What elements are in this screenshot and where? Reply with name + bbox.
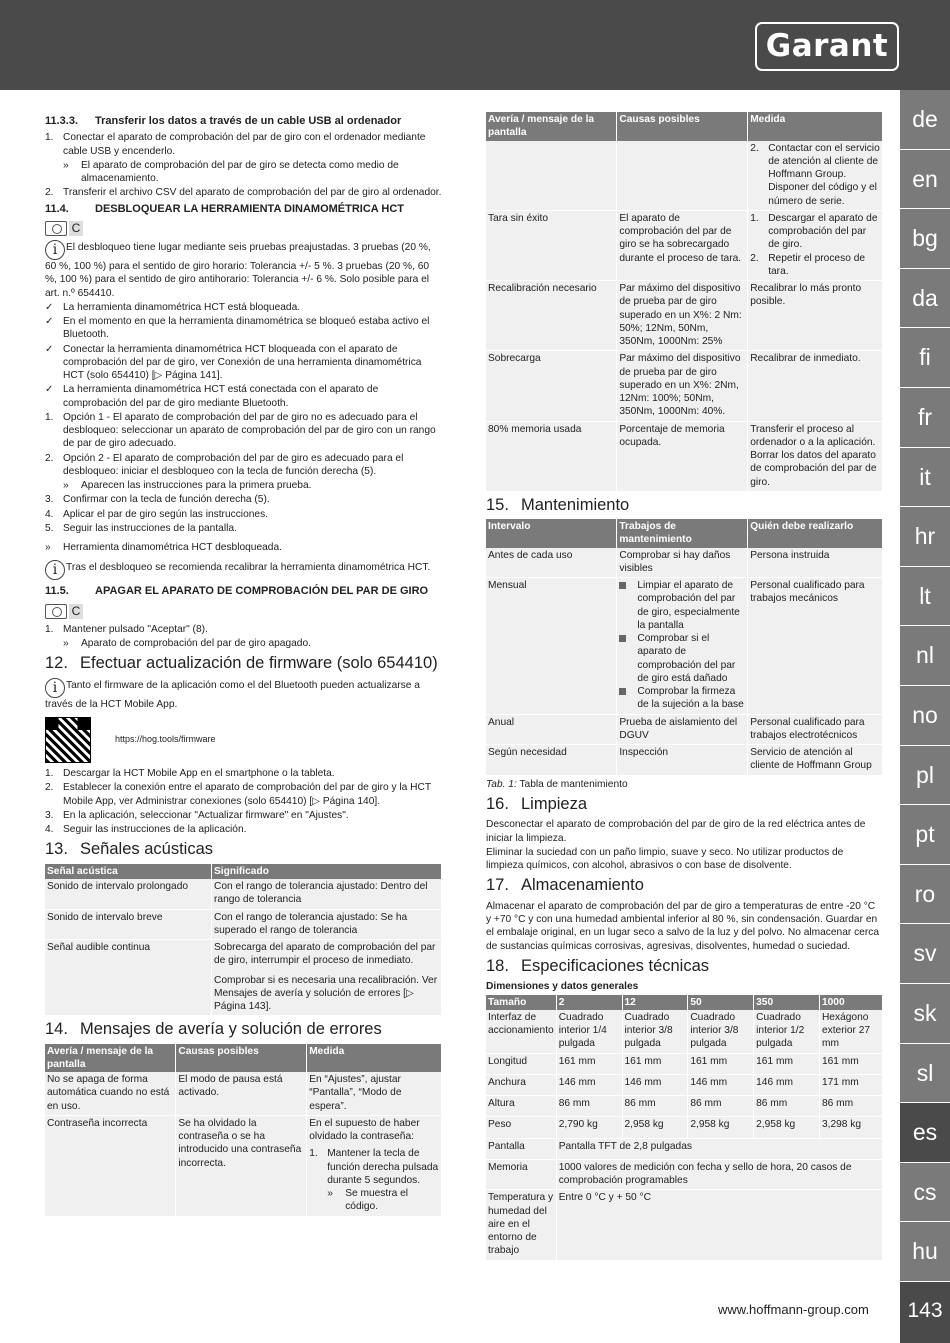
page-header <box>0 0 950 90</box>
table-header-cell: Medida <box>748 112 883 141</box>
table-cell: Mensual <box>486 578 617 715</box>
table-cell: Cuadrado interior 1/4 pulgada <box>556 1010 622 1053</box>
table-cell: Recalibración necesario <box>486 281 617 351</box>
section-heading: 18. Especificaciones técnicas <box>486 956 710 975</box>
table-row <box>45 940 442 1016</box>
lang-tab-en[interactable]: en <box>900 150 950 210</box>
table-cell: 86 mm <box>688 1096 754 1117</box>
table-cell: 3,298 kg <box>819 1117 882 1138</box>
table-header-cell: Medida <box>307 1044 442 1073</box>
table-row <box>486 141 883 211</box>
right-column <box>486 112 883 1261</box>
lang-tab-pt[interactable]: pt <box>900 805 950 865</box>
error-table-part2 <box>486 112 883 492</box>
left-column <box>45 112 442 1217</box>
table-cell: Altura <box>486 1096 556 1117</box>
lang-tab-sl[interactable]: sl <box>900 1044 950 1104</box>
table-cell: Peso <box>486 1117 556 1138</box>
table-cell: 86 mm <box>754 1096 820 1117</box>
table-cell: Tara sin éxito <box>486 210 617 280</box>
list-item: 1. Opción 1 - El aparato de comprobación del par de giro no es adecuado para el desbloqueo: seleccionar un aparato de comprobación del par de giro con un rango de par de giro adecuado. <box>45 411 436 450</box>
table-cell: Porcentaje de memoria ocupada. <box>617 421 748 491</box>
table-caption: Tab. 1: Tabla de mantenimiento <box>486 778 628 790</box>
paragraph: Almacenar el aparato de comprobación del par de giro a temperaturas de entre -20 °C y +70 °C y con una humedad ambiental inferior al 80 %, sin condensación. Guardar en el embalaje original, en un lugar seco a salvo de la luz y del polvo. No almacenar cerca de sustancias químicas corrosivas, agresivas, disolventes, humedad o suciedad. <box>486 900 880 952</box>
table-cell: Sobrecarga del aparato de comprobación del par de giro, interrumpir el proceso de inmediato. Comprobar si es necesaria una recalibración. Ver Mensajes de avería y solución de errores [▷ Página 143]. <box>212 940 442 1016</box>
garant-logo: Garant <box>755 22 899 71</box>
table-header-cell: Tamaño <box>486 995 556 1010</box>
table-cell: 2,958 kg <box>754 1117 820 1138</box>
table-row <box>45 1115 442 1216</box>
check-item: ✓ La herramienta dinamométrica HCT está conectada con el aparato de comprobación del par de giro mediante Bluetooth. <box>45 384 379 409</box>
table-cell: Prueba de aislamiento del DGUV <box>617 714 748 745</box>
lang-tab-fr[interactable]: fr <box>900 388 950 448</box>
info-note: i El desbloqueo tiene lugar mediante seis pruebas preajustadas. 3 pruebas (20 %, 60 %, 100 %) para el sentido de giro horario: Tolerancia +/- 5 %. 3 pruebas (20 %, 60 %, 100 %) para el sentido de giro antihorario: Tolerancia +/- 6 %. Solo posible para el art. n.º 654410. <box>45 242 431 299</box>
table-header-cell: 50 <box>688 995 754 1010</box>
list-subitem: » Aparecen las instrucciones para la primera prueba. <box>63 480 312 492</box>
check-item: ✓ En el momento en que la herramienta dinamométrica se bloqueó estaba activo el Bluetooth. <box>45 316 430 341</box>
table-cell: 171 mm <box>819 1074 882 1095</box>
section-heading: 12. Efectuar actualización de firmware (solo 654410) <box>45 654 438 673</box>
lang-tab-fi[interactable]: fi <box>900 328 950 388</box>
table-cell: 161 mm <box>754 1053 820 1074</box>
c-key-icon: C <box>69 604 83 619</box>
table-cell: 146 mm <box>754 1074 820 1095</box>
table-row <box>486 1074 883 1095</box>
table-cell: Con el rango de tolerancia ajustado: Se ha superado el rango de tolerancia <box>212 909 442 940</box>
camera-icon <box>45 221 67 236</box>
list-item: 4. Seguir las instrucciones de la aplicación. <box>45 824 247 836</box>
table-cell: No se apaga de forma automática cuando no está en uso. <box>45 1072 176 1115</box>
lang-tab-hr[interactable]: hr <box>900 507 950 567</box>
table-cell: Longitud <box>486 1053 556 1074</box>
table-cell: 2,958 kg <box>622 1117 688 1138</box>
lang-tab-it[interactable]: it <box>900 448 950 508</box>
info-icon: i <box>45 240 65 260</box>
table-cell: Interfaz de accionamiento <box>486 1010 556 1053</box>
table-cell: Sonido de intervalo breve <box>45 909 212 940</box>
list-subitem: » Aparato de comprobación del par de giro apagado. <box>63 638 311 650</box>
error-table-part1 <box>45 1044 442 1217</box>
table-cell: Señal audible continua <box>45 940 212 1016</box>
table-row <box>486 1190 883 1260</box>
lang-tab-bg[interactable]: bg <box>900 209 950 269</box>
section-heading: 16. Limpieza <box>486 794 588 813</box>
list-item: 2. Opción 2 - El aparato de comprobación del par de giro es adecuado para el desbloqueo: iniciar el desbloqueo con la tecla de función derecha (5). <box>45 452 404 477</box>
table-row <box>486 548 883 578</box>
info-note: i Tanto el firmware de la aplicación como el del Bluetooth pueden actualizarse a través de la HCT Mobile App. <box>45 679 420 710</box>
qr-code-icon[interactable] <box>45 717 91 763</box>
table-cell: Par máximo del dispositivo de prueba par de giro superado en un X%: 2 Nm: 50%; 12Nm, 50Nm, 350Nm, 1000Nm: 25% <box>617 281 748 351</box>
paragraph: Eliminar la suciedad con un paño limpio, suave y seco. No utilizar productos de limpieza químicos, con alcohol, abrasivos o con base de disolvente. <box>486 846 844 872</box>
table-cell: 2. Contactar con el servicio de atención al cliente de Hoffmann Group. Disponer del código y el número de serie. <box>748 141 883 211</box>
info-icon: i <box>45 678 65 698</box>
table-header-cell: Avería / mensaje de la pantalla <box>45 1044 176 1073</box>
table-cell: Inspección <box>617 745 748 776</box>
list-item: 1. Conectar el aparato de comprobación del par de giro con el ordenador mediante cable USB y encenderlo. <box>45 132 426 157</box>
table-cell: 86 mm <box>622 1096 688 1117</box>
table-row <box>486 1138 883 1159</box>
table-cell: Transferir el proceso al ordenador o a la aplicación. Borrar los datos del aparato de comprobación del par de giro. <box>748 421 883 491</box>
table-cell: Personal cualificado para trabajos electrotécnicos <box>748 714 883 745</box>
table-cell: Sobrecarga <box>486 351 617 421</box>
table-row <box>45 909 442 940</box>
table-cell: Comprobar si hay daños visibles <box>617 548 748 578</box>
list-item: 2. Transferir el archivo CSV del aparato de comprobación del par de giro al ordenador. <box>45 187 442 199</box>
section-heading: 15. Mantenimiento <box>486 495 630 514</box>
table-cell: Cuadrado interior 3/8 pulgada <box>688 1010 754 1053</box>
table-cell: Anual <box>486 714 617 745</box>
table-cell: El modo de pausa está activado. <box>176 1072 307 1115</box>
table-header-cell: Intervalo <box>486 519 617 548</box>
table-cell: Temperatura y humedad del aire en el entorno de trabajo <box>486 1190 556 1260</box>
table-cell <box>486 141 617 211</box>
list-item: 3. Confirmar con la tecla de función derecha (5). <box>45 494 270 506</box>
firmware-link[interactable]: https://hog.tools/firmware <box>115 734 216 745</box>
check-item: ✓ La herramienta dinamométrica HCT está bloqueada. <box>45 301 301 313</box>
table-cell: 161 mm <box>556 1053 622 1074</box>
table-cell: El aparato de comprobación del par de giro se ha sobrecargado durante el proceso de tara. <box>617 210 748 280</box>
result-item: » Herramienta dinamométrica HCT desbloqueada. <box>45 542 282 554</box>
lang-tab-no[interactable]: no <box>900 686 950 746</box>
lang-tab-de[interactable]: de <box>900 90 950 150</box>
table-cell: Anchura <box>486 1074 556 1095</box>
table-cell <box>617 141 748 211</box>
list-item: 1. Mantener pulsado "Aceptar" (8). <box>45 623 208 635</box>
table-cell: Persona instruida <box>748 548 883 578</box>
list-item: 3. En la aplicación, seleccionar "Actualizar firmware" en "Ajustes". <box>45 809 349 821</box>
section-heading: 11.5. APAGAR EL APARATO DE COMPROBACIÓN DEL PAR DE GIRO <box>45 585 429 598</box>
table-row <box>486 1053 883 1074</box>
list-subitem: » El aparato de comprobación del par de giro se detecta como medio de almacenamiento. <box>63 159 399 185</box>
acoustic-signals-table <box>45 864 442 1017</box>
table-cell: 1. Descargar el aparato de comprobación del par de giro. 2. Repetir el proceso de tara. <box>748 210 883 280</box>
list-item: 2. Establecer la conexión entre el aparato de comprobación del par de giro y la HCT Mobile App, ver Administrar conexiones (solo 654410) [▷ Página 140]. <box>45 782 431 807</box>
table-header-cell: Trabajos de mantenimiento <box>617 519 748 548</box>
table-row <box>486 351 883 421</box>
table-cell: En “Ajustes”, ajustar “Pantalla”, “Modo de espera”. <box>307 1072 442 1115</box>
table-cell: Pantalla TFT de 2,8 pulgadas <box>556 1138 882 1159</box>
table-header-cell: Quién debe realizarlo <box>748 519 883 548</box>
table-cell: Con el rango de tolerancia ajustado: Dentro del rango de tolerancia <box>212 879 442 909</box>
lang-tab-es[interactable]: es <box>900 1103 950 1163</box>
lang-tab-lt[interactable]: lt <box>900 567 950 627</box>
table-cell: Recalibrar de inmediato. <box>748 351 883 421</box>
qr-row <box>45 717 442 763</box>
list-item: 5. Seguir las instrucciones de la pantalla. <box>45 522 237 534</box>
table-cell: 161 mm <box>622 1053 688 1074</box>
table-header-cell: 350 <box>754 995 820 1010</box>
table-header-cell: 12 <box>622 995 688 1010</box>
lang-tab-sv[interactable]: sv <box>900 924 950 984</box>
camera-c-icons <box>45 604 83 619</box>
table-row <box>486 281 883 351</box>
table-header-cell: Significado <box>212 864 442 879</box>
table-cell: Sonido de intervalo prolongado <box>45 879 212 909</box>
table-header-cell: Señal acústica <box>45 864 212 879</box>
table-row <box>486 1117 883 1138</box>
subheading: Dimensiones y datos generales <box>486 981 639 993</box>
list-item: 4. Aplicar el par de giro según las instrucciones. <box>45 508 268 520</box>
table-row <box>486 1159 883 1190</box>
table-cell: 146 mm <box>556 1074 622 1095</box>
list-item: 1. Descargar la HCT Mobile App en el smartphone o la tableta. <box>45 768 335 780</box>
table-row <box>45 1072 442 1115</box>
table-cell: 86 mm <box>556 1096 622 1117</box>
table-row <box>45 879 442 909</box>
table-cell: Limpiar el aparato de comprobación del par de giro, especialmente la pantalla Comprobar si el aparato de comprobación del par de giro está dañado Comprobar la firmeza de la sujeción a la base <box>617 578 748 715</box>
lang-tab-da[interactable]: da <box>900 269 950 329</box>
table-row <box>486 578 883 715</box>
table-row <box>486 714 883 745</box>
camera-icon <box>45 604 67 619</box>
specs-table <box>486 995 883 1261</box>
table-cell: Memoria <box>486 1159 556 1190</box>
table-header-cell: 2 <box>556 995 622 1010</box>
lang-tab-cs[interactable]: cs <box>900 1163 950 1223</box>
table-cell: Pantalla <box>486 1138 556 1159</box>
table-cell: 146 mm <box>622 1074 688 1095</box>
table-row <box>486 1096 883 1117</box>
table-cell: Recalibrar lo más pronto posible. <box>748 281 883 351</box>
table-header-cell: Avería / mensaje de la pantalla <box>486 112 617 141</box>
info-note: i Tras el desbloqueo se recomienda recalibrar la herramienta dinamométrica HCT. <box>45 560 442 580</box>
table-cell: 86 mm <box>819 1096 882 1117</box>
paragraph: Desconectar el aparato de comprobación del par de giro de la red eléctrica antes de iniciar la limpieza. <box>486 819 866 844</box>
table-header-cell: Causas posibles <box>617 112 748 141</box>
table-cell: En el supuesto de haber olvidado la contraseña: 1. Mantener la tecla de función derecha pulsada durante 5 segundos. » Se muestra el código. <box>307 1115 442 1216</box>
table-cell: Antes de cada uso <box>486 548 617 578</box>
table-cell: Servicio de atención al cliente de Hoffmann Group <box>748 745 883 776</box>
page-number: 143 <box>900 1282 950 1343</box>
c-key-icon: C <box>69 221 83 236</box>
table-header-cell: 1000 <box>819 995 882 1010</box>
check-item: ✓ Conectar la herramienta dinamométrica HCT bloqueada con el aparato de comprobación del par de giro, ver Conexión de una herramienta dinamométrica HCT (solo 654410) [▷ Página 141]. <box>45 343 422 382</box>
camera-c-icons <box>45 221 83 236</box>
table-header-cell: Causas posibles <box>176 1044 307 1073</box>
table-cell: 2,958 kg <box>688 1117 754 1138</box>
section-heading: 11.3.3. Transferir los datos a través de un cable USB al ordenador <box>45 115 402 127</box>
table-cell: Par máximo del dispositivo de prueba par de giro superado en un X%: 2Nm, 12Nm: 100%; 50Nm, 350Nm, 1000Nm: 40%. <box>617 351 748 421</box>
lang-tab-sk[interactable]: sk <box>900 984 950 1044</box>
maintenance-table <box>486 519 883 776</box>
table-cell: 146 mm <box>688 1074 754 1095</box>
table-cell: Cuadrado interior 3/8 pulgada <box>622 1010 688 1053</box>
lang-tab-hu[interactable]: hu <box>900 1222 950 1282</box>
lang-tab-pl[interactable]: pl <box>900 746 950 806</box>
table-cell: 161 mm <box>819 1053 882 1074</box>
table-cell: 161 mm <box>688 1053 754 1074</box>
table-cell: Contraseña incorrecta <box>45 1115 176 1216</box>
table-cell: 2,790 kg <box>556 1117 622 1138</box>
section-heading: 17. Almacenamiento <box>486 876 644 895</box>
info-icon: i <box>45 560 65 580</box>
section-heading: 13. Señales acústicas <box>45 840 213 859</box>
table-cell: Hexágono exterior 27 mm <box>819 1010 882 1053</box>
table-cell: 80% memoria usada <box>486 421 617 491</box>
table-cell: Cuadrado interior 1/2 pulgada <box>754 1010 820 1053</box>
table-row <box>486 210 883 280</box>
lang-tab-ro[interactable]: ro <box>900 865 950 925</box>
language-tabs <box>900 90 950 1282</box>
lang-tab-nl[interactable]: nl <box>900 626 950 686</box>
table-row <box>486 421 883 491</box>
section-heading: 11.4. DESBLOQUEAR LA HERRAMIENTA DINAMOMÉTRICA HCT <box>45 202 405 215</box>
footer-url[interactable]: www.hoffmann-group.com <box>718 1302 869 1317</box>
table-cell: Se ha olvidado la contraseña o se ha introducido una contraseña incorrecta. <box>176 1115 307 1216</box>
table-cell: Según necesidad <box>486 745 617 776</box>
table-cell: Personal cualificado para trabajos mecánicos <box>748 578 883 715</box>
table-row <box>486 1010 883 1053</box>
table-cell: 1000 valores de medición con fecha y sello de hora, 20 casos de comprobación programables <box>556 1159 882 1190</box>
table-cell: Entre 0 °C y + 50 °C <box>556 1190 882 1260</box>
table-row <box>486 745 883 776</box>
section-heading: 14. Mensajes de avería y solución de errores <box>45 1020 382 1039</box>
